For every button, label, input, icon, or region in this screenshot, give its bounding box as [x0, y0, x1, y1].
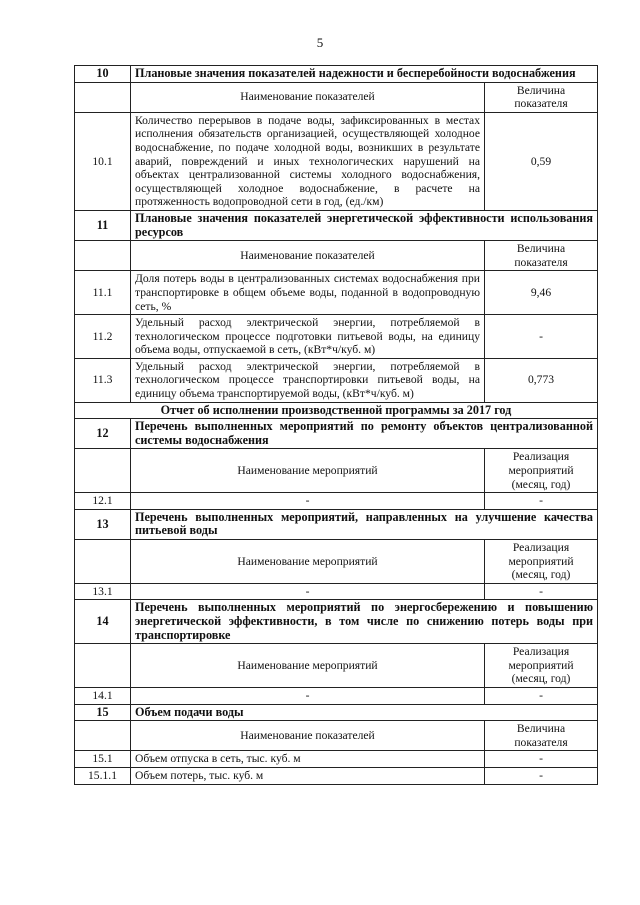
- row-description: -: [131, 493, 485, 510]
- row-number: 13.1: [75, 583, 131, 600]
- row-number: 10.1: [75, 112, 131, 210]
- table-row: [75, 767, 598, 784]
- row-description: Удельный расход электрической энергии, потребляемой в технологическом процессе транспортировки питьевой воды, на единицу объема транспортируемой воды, (кВт*ч/куб. м): [131, 358, 485, 402]
- table-row: [75, 315, 598, 359]
- section-15-header: [75, 704, 598, 721]
- row-value: -: [485, 493, 598, 510]
- row-description: Количество перерывов в подаче воды, зафиксированных в местах исполнения обязательств организацией, осуществляющей холодное водоснабжение, по подаче холодной воды, возникших в результате аварий, повреждений и иных технологических нарушений на объектах централизованной системы холодного водоснабжения, осуществляющей холодное водоснабжение, в расчете на протяженность водопроводной сети в год, (ед./км): [131, 112, 485, 210]
- section-title: Объем подачи воды: [131, 704, 598, 721]
- section-number: 13: [75, 509, 131, 539]
- column-value-header: Величина показателя: [485, 241, 598, 271]
- row-value: -: [485, 315, 598, 359]
- section-15-column-header: [75, 721, 598, 751]
- section-number: 12: [75, 419, 131, 449]
- section-13-header: [75, 509, 598, 539]
- table-row: [75, 112, 598, 210]
- report-banner: Отчет об исполнении производственной программы за 2017 год: [75, 402, 598, 419]
- section-title: Плановые значения показателей энергетической эффективности использования ресурсов: [131, 210, 598, 240]
- row-value: 0,773: [485, 358, 598, 402]
- table-row: [75, 271, 598, 315]
- section-11-column-header: [75, 241, 598, 271]
- table-row: [75, 493, 598, 510]
- table-row: [75, 358, 598, 402]
- row-number: 12.1: [75, 493, 131, 510]
- section-10-header: [75, 66, 598, 83]
- report-banner-row: [75, 402, 598, 419]
- row-number: 11.3: [75, 358, 131, 402]
- column-name-header: Наименование показателей: [131, 82, 485, 112]
- row-value: -: [485, 767, 598, 784]
- section-title: Перечень выполненных мероприятий по энергосбережению и повышению энергетической эффективности, в том числе по снижению потерь воды при транспортировке: [131, 600, 598, 644]
- row-description: -: [131, 687, 485, 704]
- section-title: Плановые значения показателей надежности и бесперебойности водоснабжения: [131, 66, 598, 83]
- section-14-column-header: [75, 644, 598, 688]
- row-number: 15.1: [75, 751, 131, 768]
- column-value-header: Реализация мероприятий (месяц, год): [485, 644, 598, 688]
- section-14-header: [75, 600, 598, 644]
- section-title: Перечень выполненных мероприятий, направленных на улучшение качества питьевой воды: [131, 509, 598, 539]
- table-row: [75, 687, 598, 704]
- section-number: 14: [75, 600, 131, 644]
- column-name-header: Наименование показателей: [131, 241, 485, 271]
- row-description: Удельный расход электрической энергии, потребляемой в технологическом процессе подготовки питьевой воды, на единицу объема воды, отпускаемой в сеть, (кВт*ч/куб. м): [131, 315, 485, 359]
- row-number: 11.2: [75, 315, 131, 359]
- row-value: 0,59: [485, 112, 598, 210]
- column-value-header: Величина показателя: [485, 721, 598, 751]
- section-number: 10: [75, 66, 131, 83]
- row-value: -: [485, 687, 598, 704]
- table-row: [75, 751, 598, 768]
- section-title: Перечень выполненных мероприятий по ремонту объектов централизованной системы водоснабжения: [131, 419, 598, 449]
- row-number: 15.1.1: [75, 767, 131, 784]
- row-value: -: [485, 751, 598, 768]
- row-description: Объем потерь, тыс. куб. м: [131, 767, 485, 784]
- column-value-header: Реализация мероприятий (месяц, год): [485, 540, 598, 584]
- row-number: 11.1: [75, 271, 131, 315]
- column-name-header: Наименование показателей: [131, 721, 485, 751]
- section-number: 15: [75, 704, 131, 721]
- section-number: 11: [75, 210, 131, 240]
- row-value: 9,46: [485, 271, 598, 315]
- program-table: [74, 65, 598, 785]
- section-10-column-header: [75, 82, 598, 112]
- table-row: [75, 583, 598, 600]
- section-11-header: [75, 210, 598, 240]
- column-value-header: Реализация мероприятий (месяц, год): [485, 449, 598, 493]
- page-number: 5: [316, 35, 324, 50]
- column-name-header: Наименование мероприятий: [131, 449, 485, 493]
- section-12-column-header: [75, 449, 598, 493]
- column-value-header: Величина показателя: [485, 82, 598, 112]
- row-number: 14.1: [75, 687, 131, 704]
- row-description: Доля потерь воды в централизованных системах водоснабжения при транспортировке в общем объеме воды, поданной в водопроводную сеть, %: [131, 271, 485, 315]
- row-description: Объем отпуска в сеть, тыс. куб. м: [131, 751, 485, 768]
- section-12-header: [75, 419, 598, 449]
- section-13-column-header: [75, 540, 598, 584]
- row-description: -: [131, 583, 485, 600]
- column-name-header: Наименование мероприятий: [131, 644, 485, 688]
- column-name-header: Наименование мероприятий: [131, 540, 485, 584]
- row-value: -: [485, 583, 598, 600]
